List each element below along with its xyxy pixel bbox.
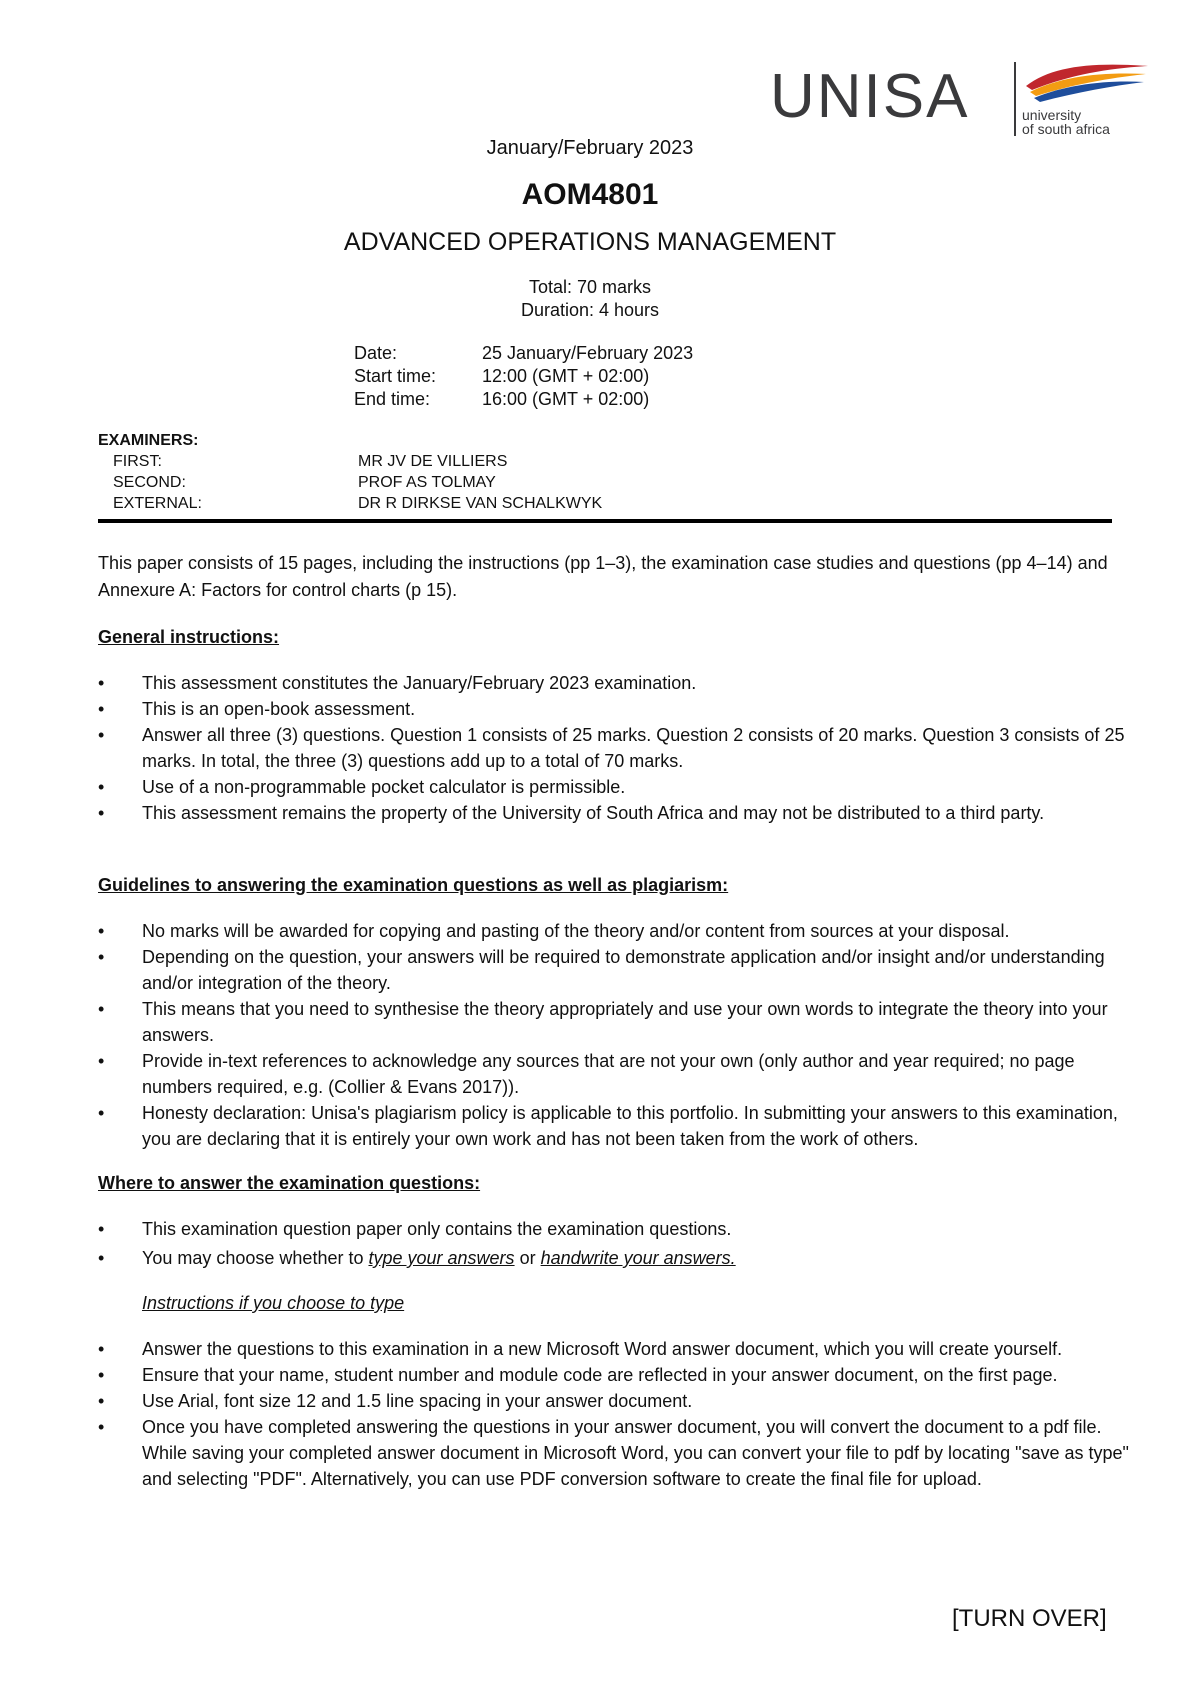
logo-sub-line1: university [1022,107,1082,123]
list-item-text: This means that you need to synthesise the theory appropriately and use your own words to integrate the theory into your answers. [142,999,1108,1045]
bullet-icon: • [98,1417,105,1437]
guidelines-list [98,918,1130,1152]
list-item [98,1414,1130,1492]
total-marks: Total: 70 marks [528,277,652,297]
list-item-text: Once you have completed answering the questions in your answer document, you will convert the document to a pdf file. While saving your completed answer document in Microsoft Word, you can convert your file to pdf by locating "save as type" and selecting "PDF". Alternatively, you can use PDF conversion software to create the final file for upload. [142,1417,1129,1489]
schedule-row-end [354,388,693,411]
bullet-icon: • [98,777,105,797]
bullet-icon: • [98,699,105,719]
bullet-icon: • [98,1391,105,1411]
handwrite-answers-option: handwrite your answers. [540,1248,736,1268]
list-item-text: Ensure that your name, student number and module code are reflected in your answer document, on the first page. [142,1365,1058,1385]
list-item [98,996,1130,1048]
logo-sub-line2: of south africa [1022,121,1110,137]
list-item-text: No marks will be awarded for copying and pasting of the theory and/or content from sources at your disposal. [142,921,1010,941]
examiner-row [98,451,602,472]
type-instructions-heading: Instructions if you choose to type [142,1293,405,1313]
list-item-text: Use of a non-programmable pocket calculator is permissible. [142,777,626,797]
list-item [98,944,1130,996]
bullet-icon: • [98,1051,105,1071]
list-item [98,1100,1130,1152]
logo-subtitle [1022,108,1110,136]
logo-divider [1014,62,1016,136]
list-item [98,1216,1130,1242]
list-item-text: This assessment remains the property of the University of South Africa and may not be distributed to a third party. [142,803,1045,823]
type-instructions-list [98,1336,1130,1492]
type-answers-option: type your answers [368,1248,515,1268]
list-item-text: This assessment constitutes the January/February 2023 examination. [142,673,697,693]
list-item-text-prefix: You may choose whether to [142,1248,369,1268]
bullet-icon: • [98,1365,105,1385]
list-item-text: Answer the questions to this examination in a new Microsoft Word answer document, which you will create yourself. [142,1339,1063,1359]
header-divider [98,519,1112,523]
list-item-text: Answer all three (3) questions. Question 1 consists of 25 marks. Question 2 consists of 20 marks. Question 3 consists of 25 marks. In total, the three (3) questions add up to a total of 70 marks. [142,725,1125,771]
schedule-label: Date: [354,343,398,363]
list-item [98,722,1130,774]
exam-schedule [354,342,693,411]
list-item [98,1362,1130,1388]
exam-session: January/February 2023 [486,137,694,159]
bullet-icon: • [98,999,105,1019]
bullet-icon: • [98,921,105,941]
list-item [98,1388,1130,1414]
schedule-row-date [354,342,693,365]
examiner-name: DR R DIRKSE VAN SCHALKWYK [358,495,603,512]
list-item-text: Depending on the question, your answers will be required to demonstrate application and/or insight and/or understanding and/or integration of the theory. [142,947,1105,993]
bullet-icon: • [98,725,105,745]
list-item [98,1048,1130,1100]
unisa-logo [770,60,1150,140]
list-item-text: This is an open-book assessment. [142,699,416,719]
guidelines-heading: Guidelines to answering the examination questions as well as plagiarism: [98,875,729,895]
schedule-label: Start time: [354,366,437,386]
schedule-value: 25 January/February 2023 [482,343,694,363]
schedule-label: End time: [354,389,431,409]
examiner-name: MR JV DE VILLIERS [358,453,508,470]
bullet-icon: • [98,1103,105,1123]
list-item-text: Honesty declaration: Unisa's plagiarism policy is applicable to this portfolio. In submitting your answers to this examination, you are declaring that it is entirely your own work and has not been taken from the work of others. [142,1103,1118,1149]
list-item [98,918,1130,944]
list-item [98,1336,1130,1362]
bullet-icon: • [98,673,105,693]
examiners-block [98,430,602,514]
examiner-role: EXTERNAL: [113,495,202,512]
logo-wordmark: UNISA [770,62,970,131]
general-instructions-list [98,670,1130,826]
examiner-role: SECOND: [113,474,186,491]
examiner-row [98,493,602,514]
examiner-row [98,472,602,493]
module-name: ADVANCED OPERATIONS MANAGEMENT [343,228,837,256]
logo-flag-icon [1022,60,1152,104]
list-item [98,696,1130,722]
general-instructions-heading: General instructions: [98,627,280,647]
examiners-heading: EXAMINERS: [98,432,199,449]
examiner-role: FIRST: [113,453,162,470]
module-code: AOM4801 [521,178,659,211]
list-item [98,800,1130,826]
schedule-row-start [354,365,693,388]
turn-over-label: [TURN OVER] [952,1605,1107,1632]
paper-intro: This paper consists of 15 pages, including the instructions (pp 1–3), the examination case studies and questions (pp 4–14) and Annexure A: Factors for control charts (p 15). [98,553,1108,600]
where-to-answer-list [98,1216,1130,1271]
list-item-text: This examination question paper only contains the examination questions. [142,1219,732,1239]
bullet-icon: • [98,803,105,823]
schedule-value: 16:00 (GMT + 02:00) [482,389,650,409]
bullet-icon: • [98,1339,105,1359]
where-to-answer-heading: Where to answer the examination questions: [98,1173,481,1193]
bullet-icon: • [98,947,105,967]
exam-duration: Duration: 4 hours [520,300,660,320]
list-item [98,670,1130,696]
list-item [98,774,1130,800]
examiner-name: PROF AS TOLMAY [358,474,496,491]
schedule-value: 12:00 (GMT + 02:00) [482,366,650,386]
bullet-icon: • [98,1219,105,1239]
list-item-text: Provide in-text references to acknowledge any sources that are not your own (only author and year required; no page numbers required, e.g. (Collier & Evans 2017)). [142,1051,1075,1097]
bullet-icon: • [98,1248,105,1268]
list-item [98,1245,1130,1271]
list-item-text: Use Arial, font size 12 and 1.5 line spacing in your answer document. [142,1391,693,1411]
list-item-text-or: or [514,1248,541,1268]
